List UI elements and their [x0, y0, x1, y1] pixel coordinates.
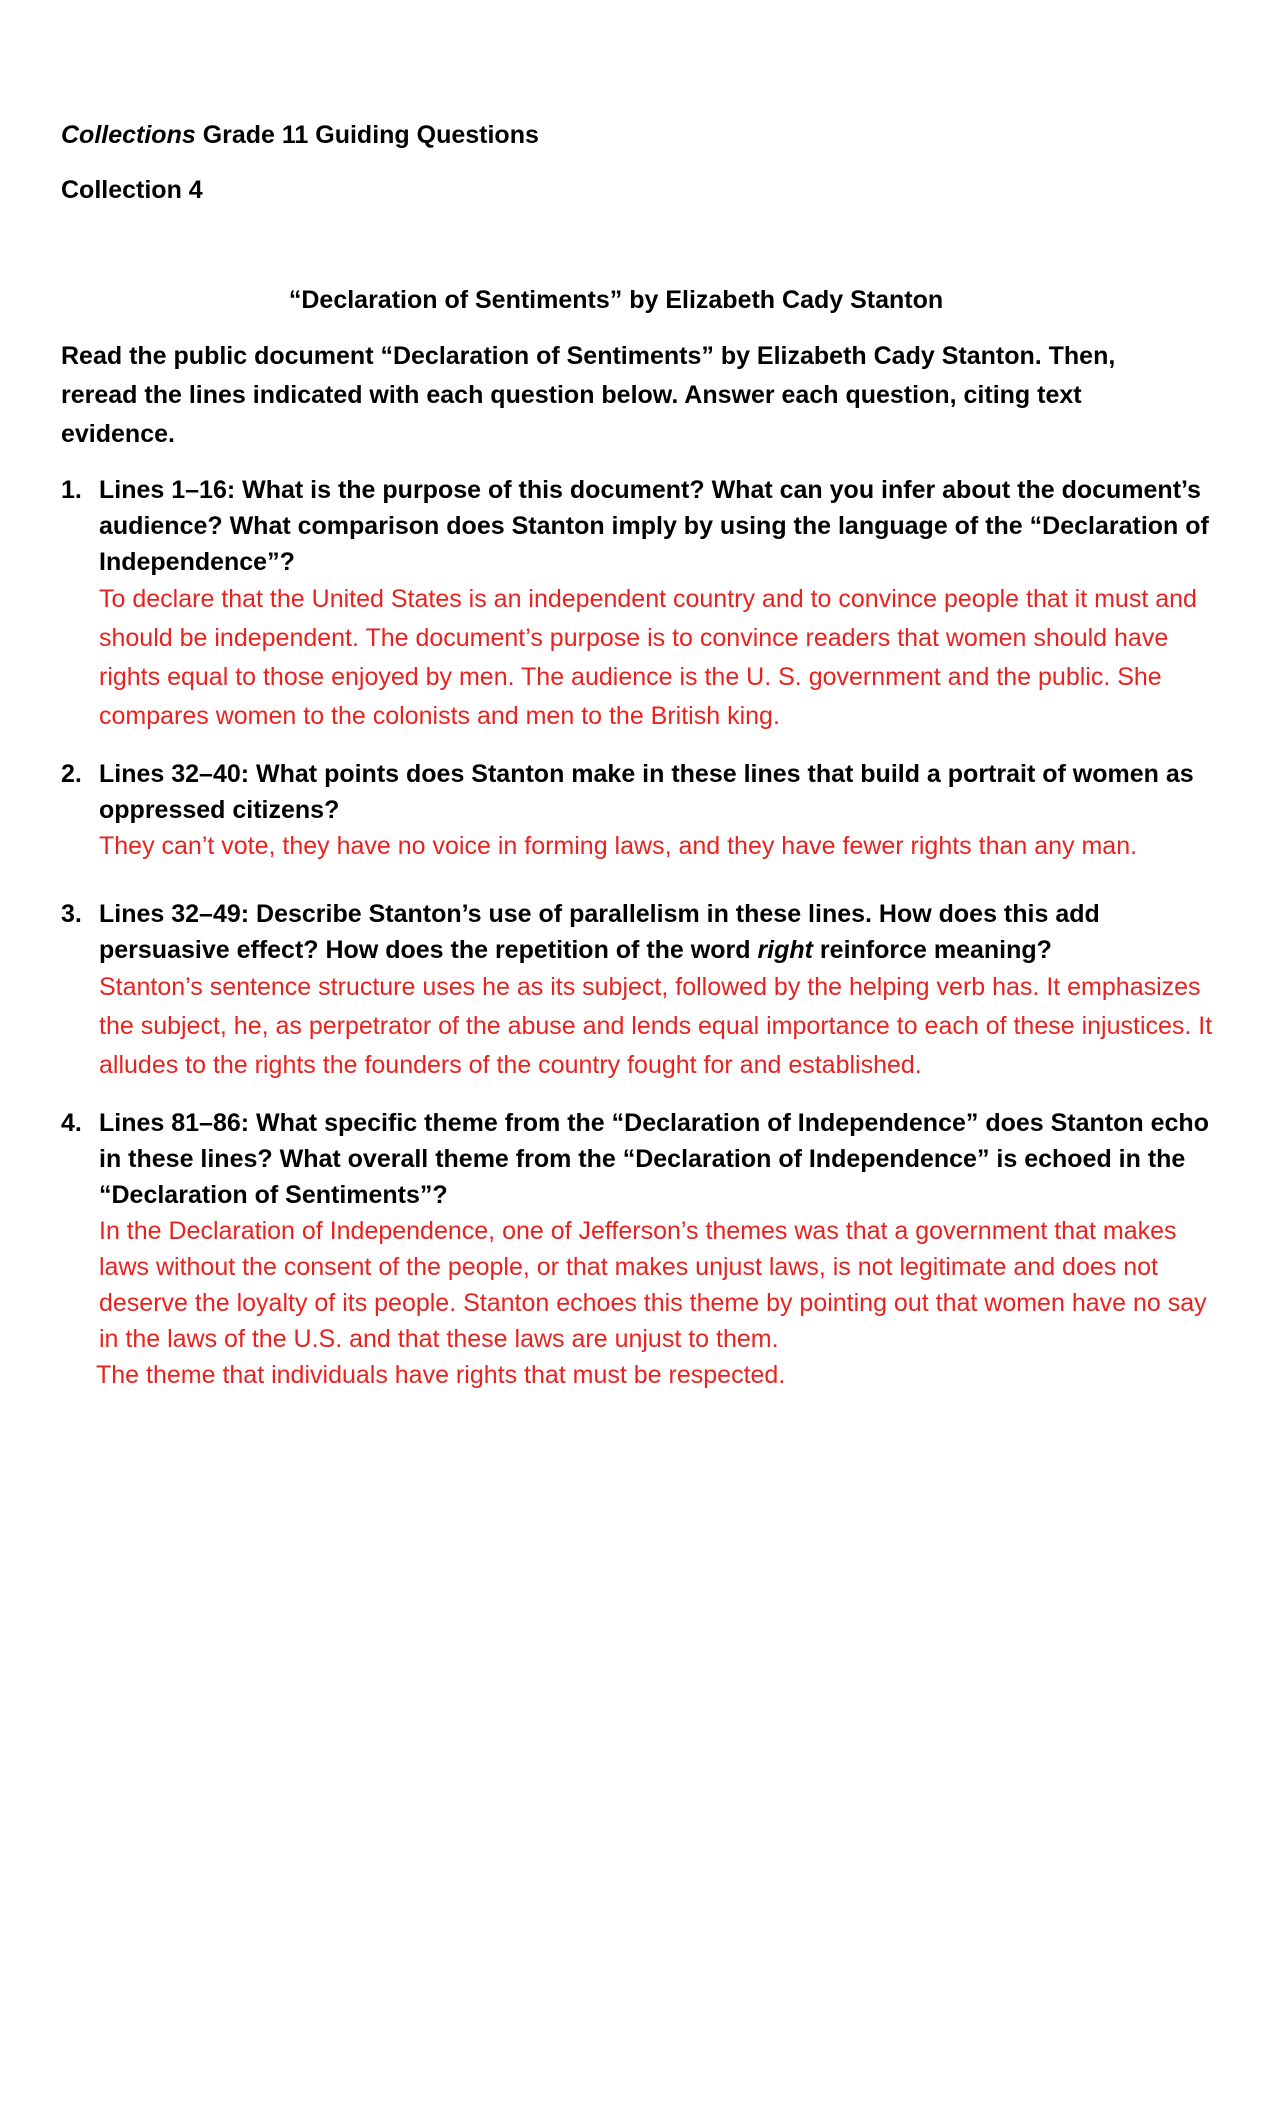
question-item-4	[61, 1105, 1231, 1393]
question-text-part: reinforce meaning?	[812, 936, 1052, 964]
instructions: Read the public document “Declaration of Sentiments” by Elizabeth Cady Stanton. Then, reread the lines indicated with each question below. Answer each question, citing text evidence.	[61, 342, 1116, 448]
question-number: 2.	[61, 760, 82, 788]
question-text: Lines 81–86: What specific theme from the “Declaration of Independence” does Stanton echo in these lines? What overall theme from the “Declaration of Independence” is echoed in the “Declaration of Sentiments”?	[99, 1109, 1209, 1209]
question-number: 4.	[61, 1109, 82, 1137]
answer-additional-text: The theme that individuals have rights that must be respected.	[96, 1361, 786, 1389]
answer-text: Stanton’s sentence structure uses he as its subject, followed by the helping verb has. It emphasizes the subject, he, as perpetrator of the abuse and lends equal importance to each of these injustices. It alludes to the rights the founders of the country fought for and established.	[99, 973, 1213, 1079]
document-content	[61, 118, 1231, 1413]
question-emphasis: right	[757, 936, 813, 964]
question-text	[99, 896, 1231, 968]
question-item-2	[61, 756, 1231, 864]
question-text-part: Lines 32–49: Describe Stanton’s use of parallelism in these lines. How does this add persuasive effect? How does the repetition of the word	[99, 900, 1100, 964]
question-text: Lines 32–40: What points does Stanton make in these lines that build a portrait of women as oppressed citizens?	[99, 760, 1194, 824]
question-text: Lines 1–16: What is the purpose of this document? What can you infer about the document’s audience? What comparison does Stanton imply by using the language of the “Declaration of Independence”?	[99, 476, 1209, 576]
answer-text: In the Declaration of Independence, one of Jefferson’s themes was that a government that makes laws without the consent of the people, or that makes unjust laws, is not legitimate and does not deserve the loyalty of its people. Stanton echoes this theme by pointing out that women have no say in the laws of the U.S. and that these laws are unjust to them.	[99, 1217, 1207, 1353]
question-number: 3.	[61, 900, 82, 928]
grade-title: Grade 11 Guiding Questions	[195, 121, 539, 149]
question-item-3	[61, 896, 1231, 1085]
question-item-1	[61, 472, 1231, 736]
document-title: “Declaration of Sentiments” by Elizabeth Cady Stanton	[288, 286, 944, 314]
question-number: 1.	[61, 476, 82, 504]
answer-text: They can’t vote, they have no voice in forming laws, and they have fewer rights than any man.	[99, 832, 1138, 860]
collection-number: Collection 4	[61, 176, 203, 204]
course-title	[61, 118, 1231, 152]
answer-text: To declare that the United States is an independent country and to convince people that it must and should be independent. The document’s purpose is to convince readers that women should have rights equal to those enjoyed by men. The audience is the U. S. government and the public. She compares women to the colonists and men to the British king.	[99, 585, 1197, 730]
collections-title: Collections	[61, 121, 196, 149]
question-list	[61, 472, 1231, 1393]
